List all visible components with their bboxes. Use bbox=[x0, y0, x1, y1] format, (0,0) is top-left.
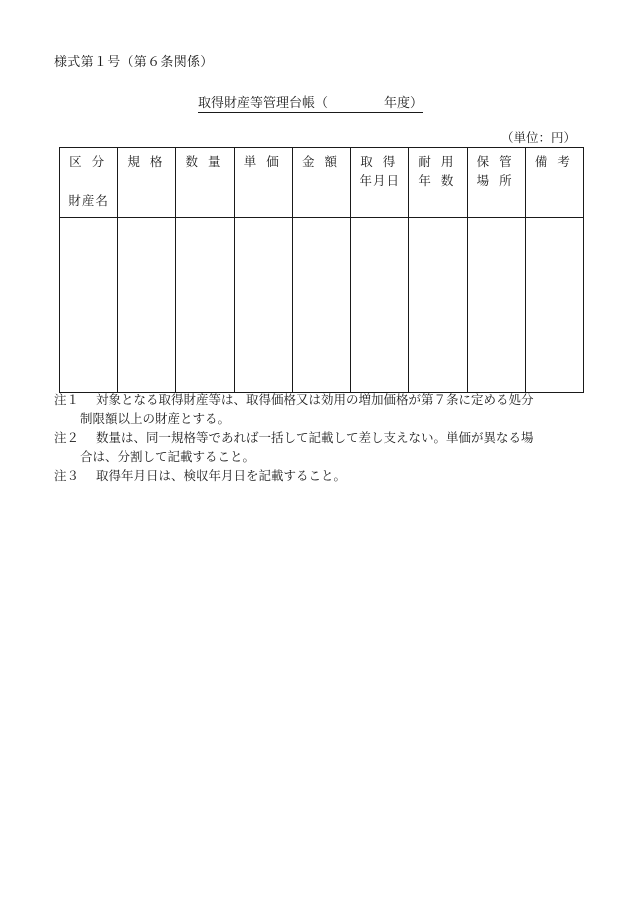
cell-unit-price[interactable] bbox=[234, 218, 292, 393]
cell-storage-location[interactable] bbox=[467, 218, 525, 393]
document-title bbox=[198, 92, 423, 113]
column-amount-label: 金額 bbox=[301, 154, 347, 169]
column-unit-price-label: 単価 bbox=[243, 154, 289, 169]
cell-remarks[interactable] bbox=[525, 218, 583, 393]
column-acquisition-date bbox=[351, 148, 409, 218]
column-category-label: 区分 bbox=[69, 154, 115, 169]
column-useful-life-sublabel: 年数 bbox=[418, 172, 464, 188]
form-number: 様式第１号（第６条関係） bbox=[54, 55, 214, 70]
column-useful-life-label: 耐用 bbox=[418, 154, 464, 169]
note-text bbox=[80, 390, 589, 428]
note-item bbox=[54, 466, 589, 485]
column-unit-price bbox=[234, 148, 292, 218]
column-remarks-label: 備考 bbox=[534, 154, 580, 169]
column-quantity bbox=[176, 148, 234, 218]
column-useful-life bbox=[409, 148, 467, 218]
cell-amount[interactable] bbox=[292, 218, 350, 393]
column-specification-label: 規格 bbox=[127, 154, 173, 169]
column-amount bbox=[292, 148, 350, 218]
note-label: 注３ bbox=[54, 468, 80, 483]
note-line-continued: 制限額以上の財産とする。 bbox=[80, 411, 231, 426]
document-title-prefix: 取得財産等管理台帳（ bbox=[198, 96, 329, 111]
column-storage-location bbox=[467, 148, 525, 218]
column-storage-location-label: 保管 bbox=[476, 154, 522, 169]
note-item bbox=[54, 390, 589, 428]
ledger-header bbox=[60, 148, 584, 218]
note-line: 対象となる取得財産等は、取得価格又は効用の増加価格が第７条に定める処分 bbox=[96, 392, 534, 407]
cell-quantity[interactable] bbox=[176, 218, 234, 393]
column-property-name-label: 財産名 bbox=[68, 192, 109, 208]
note-text bbox=[96, 466, 589, 485]
cell-useful-life[interactable] bbox=[409, 218, 467, 393]
note-label: 注２ bbox=[54, 430, 80, 445]
note-line: 取得年月日は、検収年月日を記載すること。 bbox=[96, 468, 347, 483]
column-remarks bbox=[525, 148, 583, 218]
notes-section bbox=[54, 390, 589, 485]
note-text bbox=[80, 428, 589, 466]
property-ledger-table bbox=[59, 147, 584, 393]
cell-property-name[interactable] bbox=[60, 218, 118, 393]
document-title-suffix: 年度） bbox=[384, 96, 424, 111]
note-label: 注１ bbox=[54, 392, 80, 407]
table-row bbox=[60, 218, 584, 393]
ledger-header-row bbox=[60, 148, 584, 218]
column-quantity-label: 数量 bbox=[185, 154, 231, 169]
note-item bbox=[54, 428, 589, 466]
cell-acquisition-date[interactable] bbox=[351, 218, 409, 393]
note-line: 数量は、同一規格等であれば一括して記載して差し支えない。単価が異なる場 bbox=[96, 430, 534, 445]
note-line-continued: 合は、分割して記載すること。 bbox=[80, 449, 256, 464]
cell-specification[interactable] bbox=[118, 218, 176, 393]
column-acquisition-date-sublabel: 年月日 bbox=[359, 172, 400, 188]
column-category bbox=[60, 148, 118, 218]
unit-label: （単位：円） bbox=[500, 130, 576, 145]
column-acquisition-date-label: 取得 bbox=[360, 154, 406, 169]
ledger-body bbox=[60, 218, 584, 393]
column-storage-location-sublabel: 場所 bbox=[476, 172, 522, 188]
column-specification bbox=[118, 148, 176, 218]
